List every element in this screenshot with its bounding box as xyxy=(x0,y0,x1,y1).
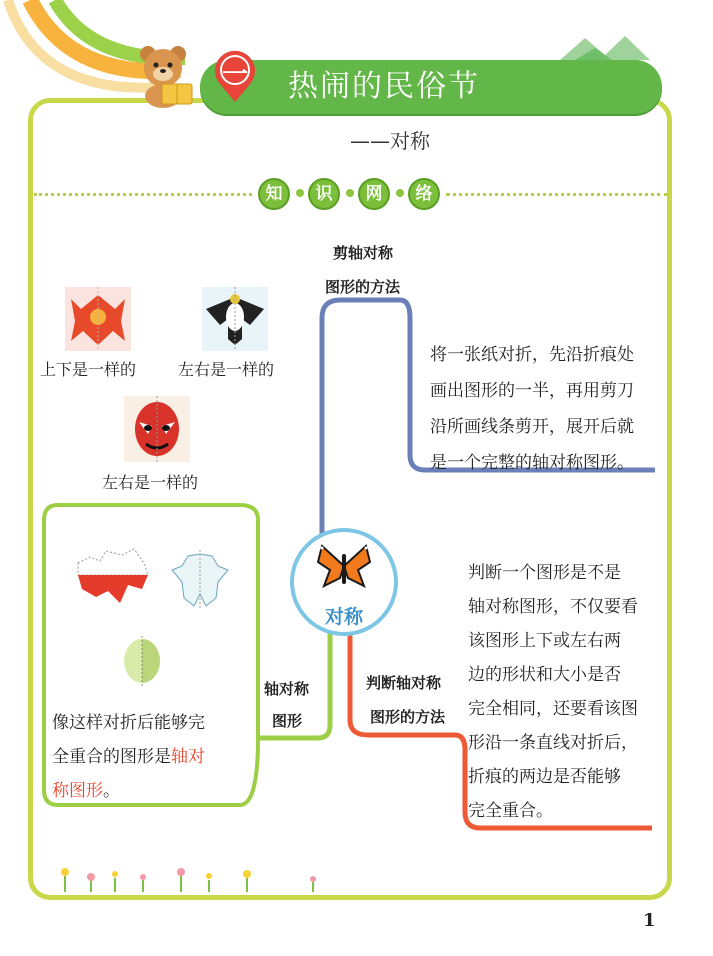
butterfly-icon xyxy=(316,540,372,596)
branch-axis-label: 轴对称 xyxy=(264,680,310,698)
section-heading-char: 络 xyxy=(408,178,440,210)
swallow-kite-icon xyxy=(202,287,268,351)
branch-judge-label: 图形的方法 xyxy=(370,708,446,726)
paper-cut-icon xyxy=(168,550,233,610)
lesson-number: 一 xyxy=(221,60,248,90)
branch-cut-text: 将一张纸对折，先沿折痕处 画出图形的一半，再用剪刀 沿所画线条剪开，展开后就 是一个完整的轴对称图形。 xyxy=(430,345,634,473)
branch-cut-label: 剪轴对称 xyxy=(333,244,394,262)
paper-cut-icon xyxy=(72,545,152,610)
fish-kite-icon xyxy=(65,287,131,351)
opera-mask-icon xyxy=(124,396,190,462)
branch-judge-label: 判断轴对称 xyxy=(366,674,442,692)
branch-axis-text: 像这样对折后能够完 全重合的图形是轴对 称图形。 xyxy=(52,713,205,801)
branch-cut-label: 图形的方法 xyxy=(325,278,401,296)
paper-cut-icon xyxy=(118,636,166,686)
section-heading-char: 知 xyxy=(258,178,290,210)
page-subtitle: ——对称 xyxy=(350,129,430,153)
branch-axis-label: 图形 xyxy=(272,712,303,730)
section-heading-char: 网 xyxy=(358,178,390,210)
page-title: 热闹的民俗节 xyxy=(288,69,480,104)
center-label: 对称 xyxy=(324,606,363,628)
page-number: 1 xyxy=(643,910,656,931)
flower-icon xyxy=(50,862,320,896)
example-caption: 上下是一样的 xyxy=(40,360,137,379)
example-caption: 左右是一样的 xyxy=(178,360,275,379)
section-heading-char: 识 xyxy=(308,178,340,210)
example-caption: 左右是一样的 xyxy=(102,473,199,492)
branch-judge-text: 判断一个图形是不是 轴对称图形，不仅要看 该图形上下或左右两 边的形状和大小是否 完全相同，还要看该图 形沿一条直线对折后， 折痕的两边是否能够 完全重合。 xyxy=(468,563,638,821)
